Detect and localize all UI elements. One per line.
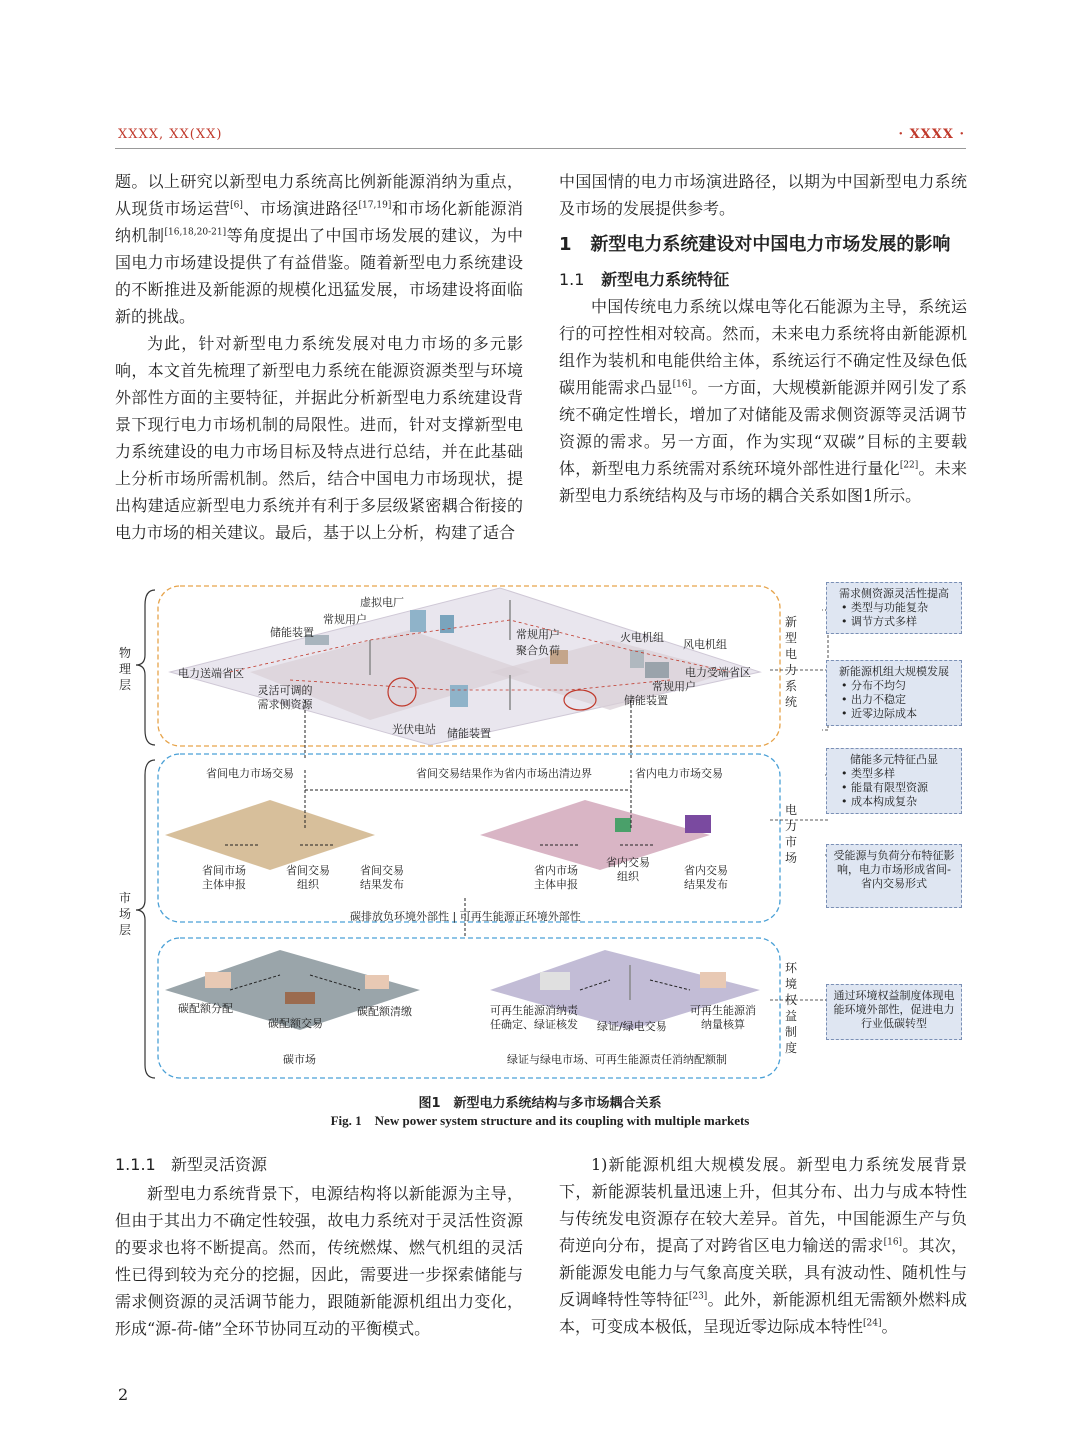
new-system-label: 新型电力系统	[784, 615, 797, 709]
env-rights-label: 环境权益制度	[784, 961, 797, 1055]
label-virtual-plant: 虚拟电厂	[360, 596, 404, 609]
label-re-resp: 可再生能源消纳责任确定、绿证核发	[490, 1004, 578, 1031]
label-regular-user: 常规用户	[652, 680, 696, 693]
market-brace	[136, 760, 155, 1078]
side-box-storage: 储能多元特征凸显 • 类型多样 • 能量有限型资源 • 成本构成复杂	[826, 748, 962, 814]
paragraph: 中国传统电力系统以煤电等化石能源为主导，系统运行的可控性相对较高。然而，未来电力系统将由新能源机组作为装机和电能供给主体，系统运行不确定性及绿色低碳用能需求凸显[16]。一方面，大规模新能源并网引发了系统不确定性增长，增加了对储能及需求侧资源等灵活调节资源的需求。另一方面，作为实现“双碳”目标的主要载体，新型电力系统需对系统环境外部性进行量化[22]。未来新型电力系统结构及与市场的耦合关系如图1所示。	[559, 297, 967, 505]
building-icon	[440, 615, 454, 633]
bottom-right-column	[559, 1151, 967, 1340]
subsubsection-heading: 1.1.1 新型灵活资源	[115, 1155, 267, 1174]
right-column	[559, 168, 967, 509]
header-rule	[115, 148, 966, 149]
label-aggregate-load: 聚合负荷	[516, 644, 560, 657]
paragraph: 为此，针对新型电力系统发展对电力市场的多元影响，本文首先梳理了新型电力系统在能源资源类型与环境外部性方面的主要特征，并据此分析新型电力系统建设背景下现行电力市场机制的局限性。进而，针对支撑新型电力系统建设的电力市场目标及特点进行总结，并在此基础上分析市场所需机制。然后，结合中国电力市场现状，提出构建适应新型电力系统并有利于多层级紧密耦合衔接的电力市场的相关建议。最后，基于以上分析，构建了适合	[115, 334, 523, 542]
label-storage: 储能装置	[270, 626, 314, 639]
side-box-market-form: 受能源与负荷分布特征影响，电力市场形成省间-省内交易形式	[826, 844, 962, 908]
screen-icon	[615, 818, 631, 832]
label-storage: 储能装置	[447, 727, 491, 740]
label-carbon-alloc: 碳配额分配	[178, 1002, 233, 1015]
running-header-right: · XXXX ·	[898, 127, 965, 142]
figure-caption-cn: 图1 新型电力系统结构与多市场耦合关系	[418, 1096, 662, 1111]
label-carbon-clear: 碳配额清缴	[357, 1005, 412, 1018]
label-inter-trade: 省间电力市场交易	[206, 767, 294, 780]
label-intra-declare: 省内市场主体申报	[534, 864, 578, 891]
label-inter-publish: 省间交易结果发布	[360, 864, 404, 891]
label-green-trade: 绿证/绿电交易	[597, 1020, 667, 1033]
factory-icon	[285, 992, 315, 1004]
label-green-market: 绿证与绿电市场、可再生能源责任消纳配额制	[507, 1053, 727, 1066]
paragraph: 题。以上研究以新型电力系统高比例新能源消纳为重点，从现货市场运营[6]、市场演进路径[17,19]和市场化新能源消纳机制[16,18,20-21]等角度提出了中国市场发展的建议，为中国电力市场建设提供了有益借鉴。随着新型电力系统建设的不断推进及新能源的规模化迅猛发展，市场建设将面临新的挑战。	[115, 172, 523, 326]
label-intra-publish: 省内交易结果发布	[684, 864, 728, 891]
label-flex-demand: 灵活可调的需求侧资源	[257, 684, 313, 711]
building-icon	[205, 972, 231, 988]
label-intra-org: 省内交易组织	[606, 856, 650, 883]
building-icon	[410, 610, 426, 632]
building-icon	[700, 972, 726, 988]
side-box-demand: 需求侧资源灵活性提高 • 类型与功能复杂 • 调节方式多样	[826, 582, 962, 634]
label-boundary: 省间交易结果作为省内市场出清边界	[416, 767, 592, 780]
label-inter-declare: 省间市场主体申报	[202, 864, 246, 891]
label-regular-user: 常规用户	[516, 628, 560, 641]
label-receive-area: 电力受端省区	[685, 666, 751, 679]
label-send-area: 电力送端省区	[178, 667, 244, 680]
label-carbon-trade: 碳配额交易	[268, 1017, 323, 1030]
market-layer-label: 市场层	[118, 891, 131, 937]
section-heading: 1 新型电力系统建设对中国电力市场发展的影响	[559, 234, 951, 255]
label-wind: 风电机组	[683, 638, 727, 651]
left-column	[115, 168, 523, 546]
label-pv: 光伏电站	[392, 723, 436, 736]
power-market-label: 电力市场	[784, 803, 797, 865]
bottom-left-column	[115, 1151, 523, 1342]
label-regular-user: 常规用户	[323, 613, 367, 626]
building-icon	[645, 662, 669, 678]
label-thermal: 火电机组	[620, 631, 664, 644]
paragraph: 1)新能源机组大规模发展。新型电力系统发展背景下，新能源装机量迅速上升，但其分布、出力与成本特性与传统发电资源存在较大差异。首先，中国能源生产与负荷逆向分布，提高了对跨省区电力输送的需求[16]。其次，新能源发电能力与气象高度关联，具有波动性、随机性与反调峰特性等特征[23]。此外，新能源机组无需额外燃料成本，可变成本极低，呈现近零边际成本特性[24]。	[559, 1155, 967, 1336]
paragraph: 新型电力系统背景下，电源结构将以新能源为主导，但由于其出力不确定性较强，故电力系统对于灵活性资源的要求也将不断提高。然而，传统燃煤、燃气机组的灵活性已得到较为充分的挖掘，因此，需要进一步探索储能与需求侧资源的灵活调节能力，跟随新能源机组出力变化，形成“源-荷-储”全环节协同互动的平衡模式。	[115, 1184, 523, 1338]
label-externality: 碳排放负环境外部性 | 可再生能源正环境外部性	[350, 910, 581, 923]
side-box-env-rights: 通过环境权益制度体现电能环境外部性，促进电力行业低碳转型	[826, 984, 962, 1040]
subsection-heading: 1.1 新型电力系统特征	[559, 270, 730, 289]
building-icon	[540, 972, 570, 990]
paragraph: 中国国情的电力市场演进路径，以期为中国新型电力系统及市场的发展提供参考。	[559, 172, 967, 218]
physical-layer-label: 物理层	[118, 646, 131, 692]
figure-caption-en: Fig. 1 New power system structure and its coupling with multiple markets	[330, 1113, 750, 1128]
physical-brace	[136, 590, 155, 745]
label-carbon-market: 碳市场	[283, 1053, 316, 1066]
label-inter-org: 省间交易组织	[286, 864, 330, 891]
building-icon	[450, 685, 468, 707]
label-re-check: 可再生能源消纳量核算	[690, 1004, 756, 1031]
page-number: 2	[118, 1385, 129, 1404]
side-box-renewables: 新能源机组大规模发展 • 分布不均匀 • 出力不稳定 • 近零边际成本	[826, 660, 962, 726]
building-icon	[365, 975, 389, 989]
label-storage: 储能装置	[624, 694, 668, 707]
screen-icon	[685, 815, 711, 833]
label-intra-trade: 省内电力市场交易	[635, 767, 723, 780]
running-header-left: XXXX, XX(XX)	[118, 127, 223, 142]
figure-1	[110, 580, 970, 1130]
